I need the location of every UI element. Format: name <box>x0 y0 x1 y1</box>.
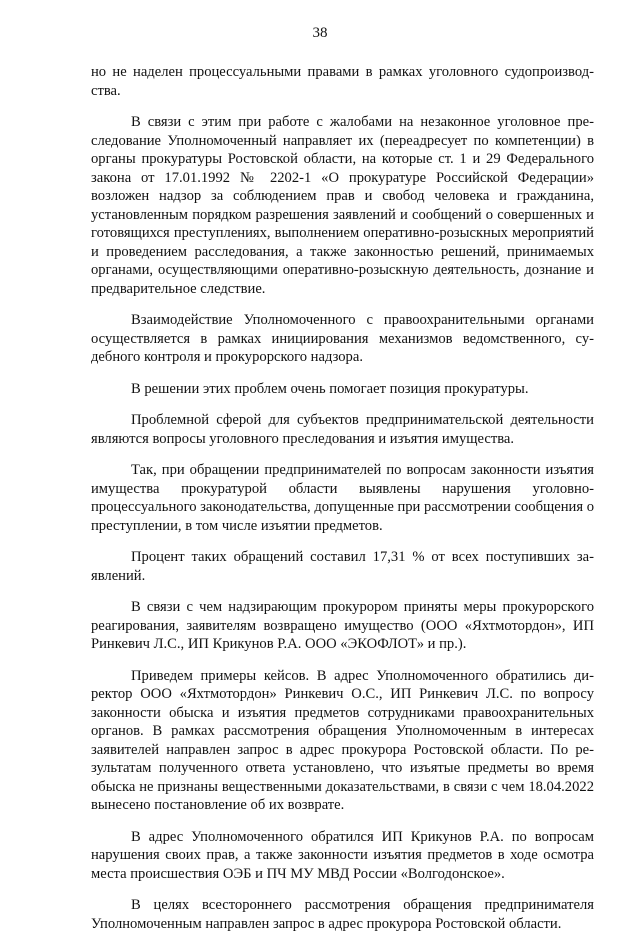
body-text <box>91 63 594 946</box>
paragraph: В связи с этим при работе с жалобами на незаконное уголовное преследование Уполномоченный направляет их (переадресует по компетенции) в органы прокуратуры Ростовской области, на которые ст. 1 и 29 Федерального закона от 17.01.1992 № 2202-1 «О прокуратуре Российской Федерации» возложен надзор за соблюдением прав и свобод человека и гражданина, установленным порядком разрешения заявлений и сообщений о совершенных и готовящихся преступлениях, выполнением оперативно-розыскных мероприятий и проведением расследования, а также законностью решений, принимаемых органами, осуществляющими оперативно-розыскную деятельность, дознание и предварительное следствие. <box>91 114 594 297</box>
paragraph: Так, при обращении предпринимателей по вопросам законности изъятия имущества прокуратурой области выявлены нарушения уголовно-процессуального законодательства, допущенные при рассмотрении сообщения о преступлении, в том числе изъятии предметов. <box>91 462 594 534</box>
paragraph: В адрес Уполномоченного обратился ИП Крикунов Р.А. по вопросам нарушения своих прав, а также законности изъятия предметов в ходе осмотра места происшествия ОЭБ и ПЧ МУ МВД России «Волгодонское». <box>91 828 594 882</box>
paragraph: В целях всестороннего рассмотрения обращения предпринимателя Уполномоченным направлен запрос в адрес прокурора Ростовской области. <box>91 897 594 932</box>
page-number: 38 <box>312 25 328 41</box>
paragraph: В решении этих проблем очень помогает позиция прокуратуры. <box>131 380 529 397</box>
paragraph: но не наделен процессуальными правами в рамках уголовного судопроизводства. <box>91 64 594 99</box>
paragraph: Приведем примеры кейсов. В адрес Уполномоченного обратились директор ООО «Яхтмотордон» Ринкевич О.С., ИП Ринкевич Л.С. по вопросу законности обыска и изъятия предметов сотрудниками правоохранительных органов. В рамках рассмотрения обращения Уполномоченным в интересах заявителей направлен запрос в адрес прокурора Ростовской области. По результатам полученного ответа установлено, что изъятые предметы во время обыска не признаны вещественными доказательствами, в связи с чем 18.04.2022 вынесено постановление об их возврате. <box>91 667 594 813</box>
paragraph: В связи с чем надзирающим прокурором приняты меры прокурорского реагирования, заявителям возвращено имущество (ООО «Яхтмотордон», ИП Ринкевич Л.С., ИП Крикунов Р.А. ООО «ЭКОФЛОТ» и пр.). <box>91 599 594 652</box>
paragraph: Взаимодействие Уполномоченного с правоохранительными органами осуществляется в рамках инициирования механизмов ведомственного, судебного контроля и прокурорского надзора. <box>91 312 594 365</box>
paragraph: Процент таких обращений составил 17,31 % от всех поступивших заявлений. <box>91 549 594 584</box>
paragraph: Проблемной сферой для субъектов предпринимательской деятельности являются вопросы уголовного преследования и изъятия имущества. <box>91 412 594 447</box>
